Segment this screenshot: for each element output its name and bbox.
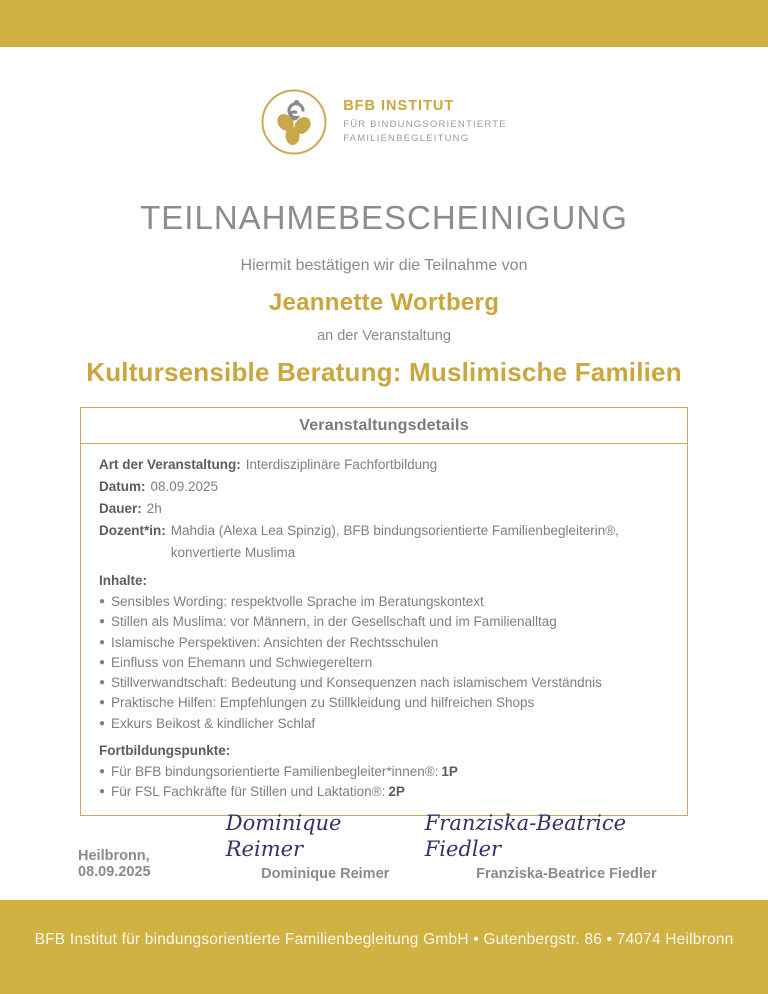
details-box-body	[81, 444, 687, 815]
detail-fields	[99, 454, 669, 564]
signature-block-center	[226, 810, 425, 882]
footer-band	[0, 900, 768, 994]
logo-subtitle-2: FAMILIENBEGLEITUNG	[343, 133, 470, 144]
bullet-dot-icon: ●	[99, 697, 106, 709]
confirmation-text: Hiermit bestätigen wir die Teilnahme von	[240, 257, 528, 274]
contents-label: Inhalte:	[99, 573, 148, 588]
points-item-text: Für FSL Fachkräfte für Stillen und Laktation®:	[111, 784, 386, 800]
points-label: Fortbildungspunkte:	[99, 743, 231, 759]
footer-address: BFB Institut für bindungsorientierte Familienbegleitung GmbH • Gutenbergstr. 86 • 74074 Heilbronn	[34, 931, 734, 948]
signature-name-dominique: Dominique Reimer	[261, 865, 390, 882]
signature-name-franziska: Franziska-Beatrice Fiedler	[476, 865, 657, 882]
logo-subtitle-1: FÜR BINDUNGSORIENTIERTE	[343, 119, 507, 130]
content-list-item	[99, 714, 669, 734]
detail-field-label: Dauer:	[99, 501, 142, 516]
detail-field-value: Mahdia (Alexa Lea Spinzig), BFB bindungsorientierte Familienbegleiterin®, konvertierte Muslima	[170, 523, 619, 560]
content-list-item	[99, 612, 669, 632]
bullet-dot-icon: ●	[99, 717, 106, 729]
signature-block-right	[425, 810, 708, 882]
points-list-item	[99, 782, 669, 802]
bfb-logo-icon	[261, 89, 327, 155]
bullet-dot-icon: ●	[99, 766, 106, 778]
contents-list	[99, 592, 669, 734]
content-list-item	[99, 653, 669, 673]
content-item-text: Stillen als Muslima: vor Männern, in der Gesellschaft und im Familienalltag	[111, 614, 557, 630]
bullet-dot-icon: ●	[99, 656, 106, 668]
content-item-text: Sensibles Wording: respektvolle Sprache im Beratungskontext	[111, 594, 484, 609]
signature-row	[78, 810, 708, 882]
logo-text	[343, 98, 507, 146]
points-item-text: Für BFB bindungsorientierte Familienbegleiter*innen®:	[111, 764, 439, 780]
bullet-dot-icon: ●	[99, 677, 106, 689]
points-item-value: 1P	[441, 764, 458, 780]
event-title: Kultursensible Beratung: Muslimische Familien	[86, 357, 682, 387]
top-gold-band	[0, 0, 768, 47]
detail-field-row	[99, 520, 669, 564]
content-list-item	[99, 673, 669, 693]
bullet-dot-icon: ●	[99, 596, 106, 607]
detail-field-label: Datum:	[99, 479, 146, 494]
bullet-dot-icon: ●	[99, 636, 106, 648]
participant-name: Jeannette Wortberg	[268, 289, 500, 316]
detail-field-value: 2h	[146, 501, 162, 516]
content-list-item	[99, 693, 669, 713]
signature-script-franziska: Franziska-Beatrice Fiedler	[424, 810, 627, 861]
content-item-text: Praktische Hilfen: Empfehlungen zu Stillkleidung und hilfreichen Shops	[111, 695, 535, 711]
bullet-dot-icon: ●	[99, 786, 106, 798]
logo-title: BFB INSTITUT	[343, 98, 455, 114]
detail-field-row	[99, 454, 669, 476]
logo	[0, 89, 768, 155]
detail-field-label: Art der Veranstaltung:	[99, 457, 241, 472]
content-item-text: Einfluss von Ehemann und Schwiegereltern	[111, 654, 373, 670]
content-list-item	[99, 633, 669, 653]
event-intro-text: an der Veranstaltung	[317, 328, 451, 344]
detail-field-label: Dozent*in:	[99, 523, 166, 538]
detail-field-value: 08.09.2025	[150, 479, 219, 494]
detail-field-value: Interdisziplinäre Fachfortbildung	[245, 457, 438, 472]
detail-field-row	[99, 498, 669, 520]
detail-field-row	[99, 476, 669, 498]
points-item-value: 2P	[388, 784, 405, 800]
content-item-text: Stillverwandtschaft: Bedeutung und Konsequenzen nach islamischem Verständnis	[111, 675, 602, 691]
certificate-title: TEILNAHMEBESCHEINIGUNG	[140, 199, 628, 236]
content-item-text: Islamische Perspektiven: Ansichten der Rechtsschulen	[111, 634, 439, 650]
details-box-title: Veranstaltungsdetails	[81, 408, 687, 444]
content-list-item	[99, 592, 669, 612]
content-item-text: Exkurs Beikost & kindlicher Schlaf	[111, 715, 316, 731]
signature-script-dominique: Dominique Reimer	[225, 810, 342, 861]
bullet-dot-icon: ●	[99, 616, 106, 628]
points-list	[99, 762, 669, 803]
points-list-item	[99, 762, 669, 782]
event-details-box	[80, 407, 688, 816]
place-and-date: Heilbronn, 08.09.2025	[78, 847, 151, 880]
